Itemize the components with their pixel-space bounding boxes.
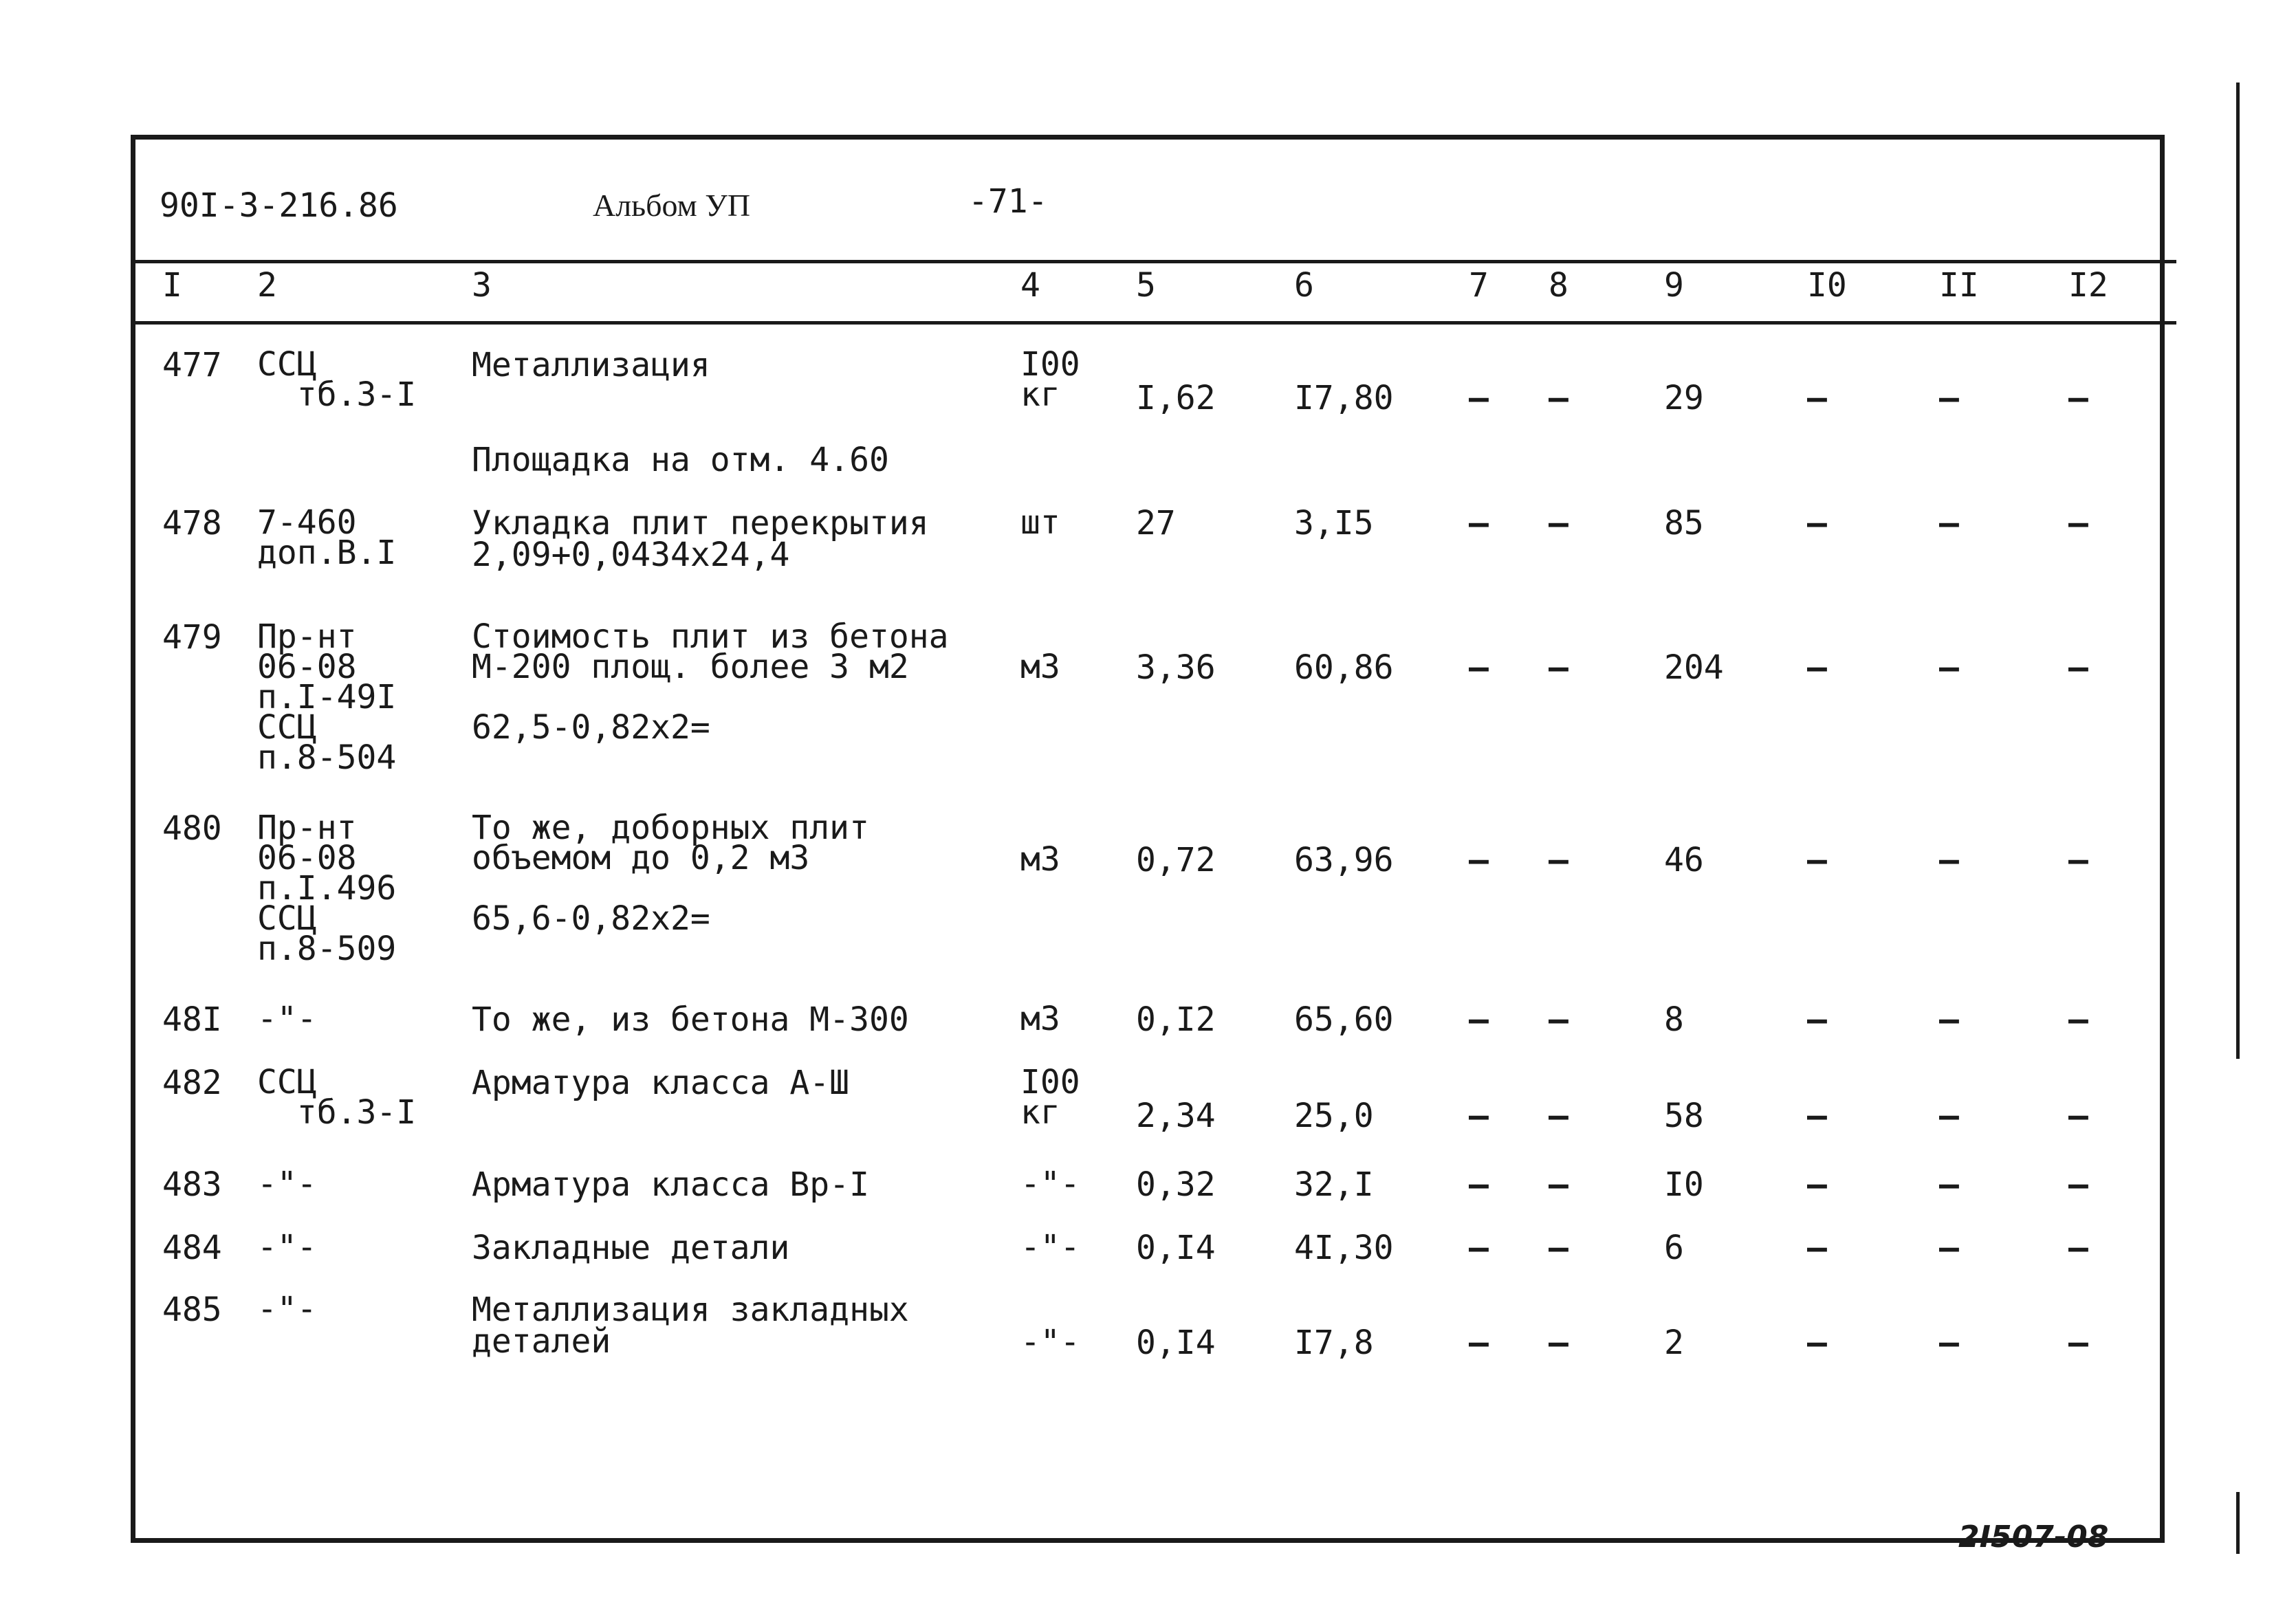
cell-col-2: Пр-нт 06-08 п.I.496 ССЦ п.8-509 xyxy=(257,809,397,968)
cell-col-2: -"- xyxy=(257,1165,317,1203)
cell-col-4: I00 кг xyxy=(1020,345,1080,414)
margin-rule-upper xyxy=(2236,83,2240,1059)
row-number: 480 xyxy=(162,809,222,848)
cell-col-7: – xyxy=(1469,379,1489,417)
cell-col-12: – xyxy=(2068,1324,2088,1362)
cell-col-2: -"- xyxy=(257,1228,317,1266)
cell-col-7: – xyxy=(1469,841,1489,879)
cell-col-4: -"- xyxy=(1020,1228,1080,1266)
cell-col-3: Стоимость плит из бетона М-200 площ. более 3 м2 62,5-0,82х2= xyxy=(472,617,949,747)
cell-col-9: 58 xyxy=(1664,1097,1704,1135)
cell-col-7: – xyxy=(1469,1000,1489,1039)
cell-col-8: – xyxy=(1549,1000,1568,1039)
row-number: 48I xyxy=(162,1000,222,1039)
row-number: 477 xyxy=(162,346,222,384)
cell-col-8: – xyxy=(1549,379,1568,417)
column-header-3: 3 xyxy=(472,266,492,305)
cell-col-6: 60,86 xyxy=(1294,648,1394,687)
cell-col-7: – xyxy=(1469,1097,1489,1135)
cell-col-3: Металлизация закладных деталей xyxy=(472,1291,909,1361)
cell-col-7: – xyxy=(1469,504,1489,542)
cell-col-3: То же, из бетона М-300 xyxy=(472,1000,909,1039)
cell-col-11: – xyxy=(1939,648,1959,687)
cell-col-6: 3,I5 xyxy=(1294,504,1374,542)
cell-col-11: – xyxy=(1939,1000,1959,1039)
column-header-6: 6 xyxy=(1294,266,1314,305)
cell-col-12: – xyxy=(2068,841,2088,879)
cell-col-10: – xyxy=(1807,841,1827,879)
cell-col-5: 0,72 xyxy=(1136,841,1216,879)
row-number: 484 xyxy=(162,1229,222,1267)
cell-col-6: 63,96 xyxy=(1294,841,1394,879)
cell-col-7: – xyxy=(1469,1324,1489,1362)
cell-col-8: – xyxy=(1549,1165,1568,1204)
cell-col-10: – xyxy=(1807,648,1827,687)
cell-col-4: -"- xyxy=(1020,1323,1080,1361)
cell-col-5: 27 xyxy=(1136,504,1176,542)
doc-code: 90I-3-216.86 xyxy=(160,186,398,225)
cell-col-10: – xyxy=(1807,1229,1827,1267)
row-number: 482 xyxy=(162,1064,222,1102)
cell-col-9: 6 xyxy=(1664,1229,1684,1267)
cell-col-9: 46 xyxy=(1664,841,1704,879)
cell-col-4: м3 xyxy=(1020,1000,1060,1038)
cell-col-5: 0,I2 xyxy=(1136,1000,1216,1039)
header-rule-bottom xyxy=(131,321,2176,325)
cell-col-9: 85 xyxy=(1664,504,1704,542)
cell-col-12: – xyxy=(2068,504,2088,542)
column-header-2: 2 xyxy=(257,266,277,305)
cell-col-10: – xyxy=(1807,1165,1827,1204)
cell-col-9: I0 xyxy=(1664,1165,1704,1204)
cell-col-3: Арматура класса Вр-I xyxy=(472,1165,869,1204)
cell-col-6: 65,60 xyxy=(1294,1000,1394,1039)
cell-col-4: -"- xyxy=(1020,1165,1080,1203)
column-header-5: 5 xyxy=(1136,266,1156,305)
cell-col-3: Укладка плит перекрытия 2,09+0,0434х24,4 xyxy=(472,504,929,574)
cell-col-8: – xyxy=(1549,648,1568,687)
cell-col-7: – xyxy=(1469,648,1489,687)
column-header-7: 7 xyxy=(1469,266,1489,305)
cell-col-10: – xyxy=(1807,504,1827,542)
cell-col-10: – xyxy=(1807,1000,1827,1039)
column-header-9: 9 xyxy=(1664,266,1684,305)
cell-col-10: – xyxy=(1807,1097,1827,1135)
cell-col-4: м3 xyxy=(1020,648,1060,686)
archive-stamp: 2I507-08 xyxy=(1958,1519,2109,1555)
cell-col-8: – xyxy=(1549,841,1568,879)
cell-col-11: – xyxy=(1939,1097,1959,1135)
cell-col-7: – xyxy=(1469,1165,1489,1204)
cell-col-10: – xyxy=(1807,379,1827,417)
cell-col-5: 3,36 xyxy=(1136,648,1216,687)
cell-col-12: – xyxy=(2068,1000,2088,1039)
column-header-8: 8 xyxy=(1549,266,1568,305)
cell-col-2: ССЦ тб.3-I xyxy=(257,1063,417,1132)
cell-col-8: – xyxy=(1549,1097,1568,1135)
cell-col-12: – xyxy=(2068,1165,2088,1204)
cell-col-11: – xyxy=(1939,379,1959,417)
cell-col-2: 7-460 доп.В.I xyxy=(257,503,397,572)
column-header-1: I xyxy=(162,266,182,305)
cell-col-12: – xyxy=(2068,1097,2088,1135)
column-header-12: I2 xyxy=(2068,266,2108,305)
cell-col-8: – xyxy=(1549,504,1568,542)
cell-col-12: – xyxy=(2068,1229,2088,1267)
column-header-4: 4 xyxy=(1020,266,1040,305)
cell-col-2: -"- xyxy=(257,1000,317,1038)
cell-col-5: 0,I4 xyxy=(1136,1229,1216,1267)
album-title: Альбом УП xyxy=(593,188,751,223)
cell-col-6: I7,8 xyxy=(1294,1324,1374,1362)
page-number: -71- xyxy=(968,182,1048,221)
row-number: 479 xyxy=(162,618,222,657)
cell-col-2: -"- xyxy=(257,1290,317,1328)
cell-col-3: То же, доборных плит объемом до 0,2 м3 65,6-0,82х2= xyxy=(472,809,869,938)
row-number: 485 xyxy=(162,1291,222,1329)
cell-col-11: – xyxy=(1939,1165,1959,1204)
cell-col-11: – xyxy=(1939,1229,1959,1267)
cell-col-2: Пр-нт 06-08 п.I-49I ССЦ п.8-504 xyxy=(257,617,397,777)
cell-col-11: – xyxy=(1939,841,1959,879)
cell-col-9: 29 xyxy=(1664,379,1704,417)
header-rule-top xyxy=(131,260,2176,263)
cell-col-3: Арматура класса А-Ш xyxy=(472,1064,850,1102)
cell-col-10: – xyxy=(1807,1324,1827,1362)
cell-col-8: – xyxy=(1549,1229,1568,1267)
cell-col-12: – xyxy=(2068,648,2088,687)
cell-col-9: 204 xyxy=(1664,648,1724,687)
cell-col-6: 4I,30 xyxy=(1294,1229,1394,1267)
cell-col-4: м3 xyxy=(1020,840,1060,879)
cell-col-12: – xyxy=(2068,379,2088,417)
cell-col-4: I00 кг xyxy=(1020,1063,1080,1132)
cell-col-3: Металлизация xyxy=(472,346,710,384)
cell-col-5: 2,34 xyxy=(1136,1097,1216,1135)
cell-col-9: 2 xyxy=(1664,1324,1684,1362)
margin-rule-lower xyxy=(2236,1492,2240,1554)
cell-col-11: – xyxy=(1939,1324,1959,1362)
cell-col-5: 0,I4 xyxy=(1136,1324,1216,1362)
cell-col-11: – xyxy=(1939,504,1959,542)
column-header-11: II xyxy=(1939,266,1979,305)
cell-col-5: I,62 xyxy=(1136,379,1216,417)
cell-col-6: 25,0 xyxy=(1294,1097,1374,1135)
cell-col-9: 8 xyxy=(1664,1000,1684,1039)
cell-col-7: – xyxy=(1469,1229,1489,1267)
cell-col-2: ССЦ тб.3-I xyxy=(257,345,417,414)
row-number: 483 xyxy=(162,1165,222,1204)
cell-col-3: Площадка на отм. 4.60 xyxy=(472,441,889,479)
row-number: 478 xyxy=(162,504,222,542)
cell-col-6: 32,I xyxy=(1294,1165,1374,1204)
column-header-10: I0 xyxy=(1807,266,1847,305)
cell-col-3: Закладные детали xyxy=(472,1229,790,1267)
cell-col-8: – xyxy=(1549,1324,1568,1362)
cell-col-4: шт xyxy=(1020,503,1060,542)
cell-col-6: I7,80 xyxy=(1294,379,1394,417)
cell-col-5: 0,32 xyxy=(1136,1165,1216,1204)
